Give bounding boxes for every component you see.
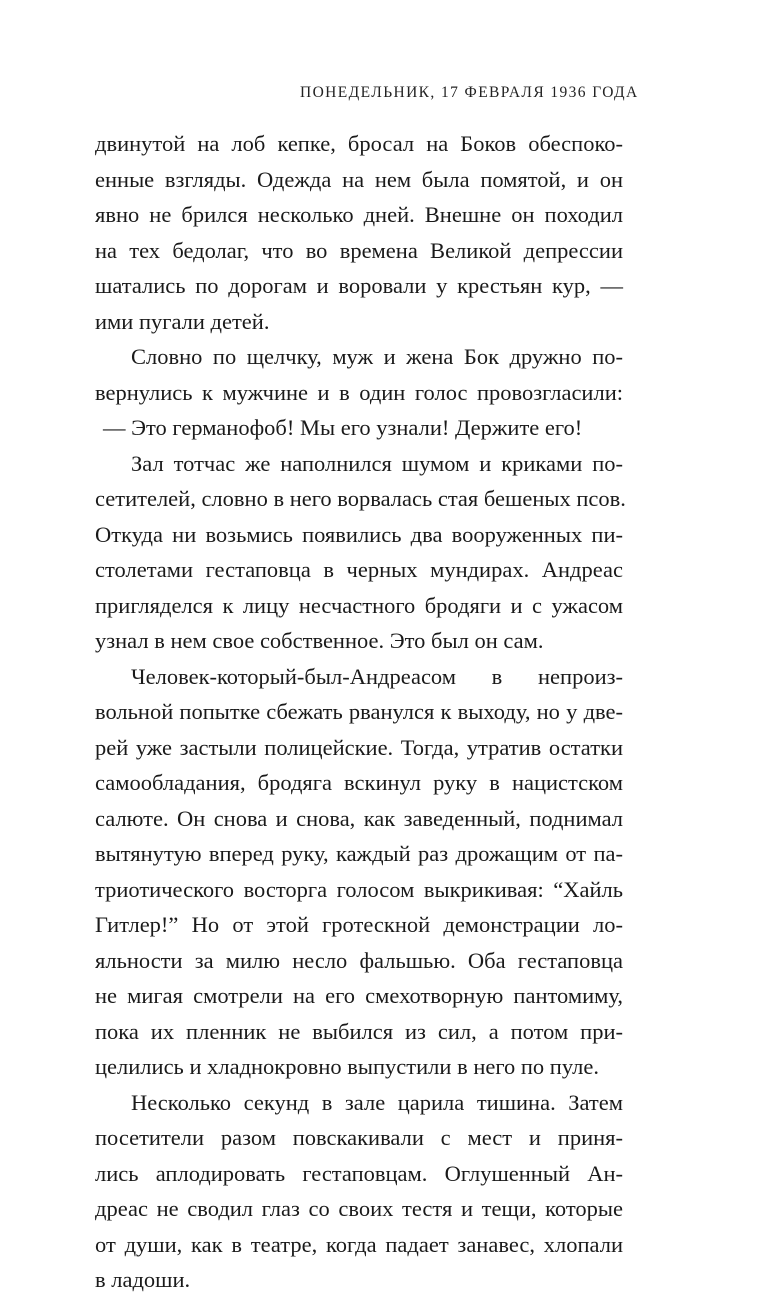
- text-line: триотического восторга голосом выкрикивая: “Хайль: [95, 876, 623, 902]
- text-line: салюте. Он снова и снова, как заведенный, поднимал: [95, 805, 623, 831]
- text-line: пригляделся к лицу несчастного бродяги и с ужасом: [95, 592, 623, 618]
- text-line: яльности за милю несло фальшью. Оба гестаповца: [95, 947, 623, 973]
- text-line: лись аплодировать гестаповцам. Оглушенный Ан-: [95, 1160, 623, 1186]
- text-line: от души, как в театре, когда падает занавес, хлопали: [95, 1231, 623, 1257]
- text-line: столетами гестаповца в черных мундирах. Андреас: [95, 557, 623, 582]
- text-line: Словно по щелчку, муж и жена Бок дружно по-: [131, 344, 623, 369]
- running-header: ПОНЕДЕЛЬНИК, 17 ФЕВРАЛЯ 1936 ГОДА: [300, 84, 639, 101]
- text-line: целились и хладнокровно выпустили в него по пуле.: [95, 1054, 599, 1079]
- text-line: Несколько секунд в зале царила тишина. Затем: [131, 1089, 623, 1115]
- text-line: явно не брился несколько дней. Внешне он походил: [95, 202, 623, 227]
- body-text: [95, 126, 626, 1298]
- text-line: самообладания, бродяга вскинул руку в нацистском: [95, 770, 623, 795]
- text-line: двинутой на лоб кепке, бросал на Боков обеспоко-: [95, 131, 623, 156]
- text-line: енные взгляды. Одежда на нем была помятой, и он: [95, 166, 623, 192]
- text-line: Гитлер!” Но от этой гротескной демонстрации ло-: [95, 912, 623, 937]
- text-line: на тех бедолаг, что во времена Великой депрессии: [95, 237, 623, 263]
- text-line: Человек-который-был-Андреасом в непроиз-: [131, 663, 623, 689]
- dialogue-line: — Это германофоб! Мы его узнали! Держите его!: [103, 415, 583, 440]
- text-line: посетители разом повскакивали с мест и приня-: [95, 1125, 623, 1150]
- text-line: вольной попытке сбежать рванулся к выходу, но у две-: [95, 699, 623, 724]
- text-line: пока их пленник не выбился из сил, а потом при-: [95, 1018, 623, 1044]
- text-line: сетителей, словно в него ворвалась стая бешеных псов.: [95, 486, 626, 511]
- text-line: в ладоши.: [95, 1267, 191, 1292]
- text-line: Откуда ни возьмись появились два вооруженных пи-: [95, 521, 623, 547]
- text-line: дреас не сводил глаз со своих тестя и тещи, которые: [95, 1196, 623, 1221]
- text-line: ими пугали детей.: [95, 308, 270, 334]
- text-line: вернулись к мужчине и в один голос провозгласили:: [95, 379, 623, 405]
- text-line: рей уже застыли полицейские. Тогда, утратив остатки: [95, 734, 623, 760]
- text-line: Зал тотчас же наполнился шумом и криками по-: [131, 450, 623, 476]
- text-line: узнал в нем свое собственное. Это был он сам.: [95, 628, 544, 653]
- text-line: шатались по дорогам и воровали у крестьян кур, —: [95, 273, 623, 298]
- text-line: не мигая смотрели на его смехотворную пантомиму,: [95, 983, 623, 1008]
- text-line: вытянутую вперед руку, каждый раз дрожащим от па-: [95, 841, 623, 866]
